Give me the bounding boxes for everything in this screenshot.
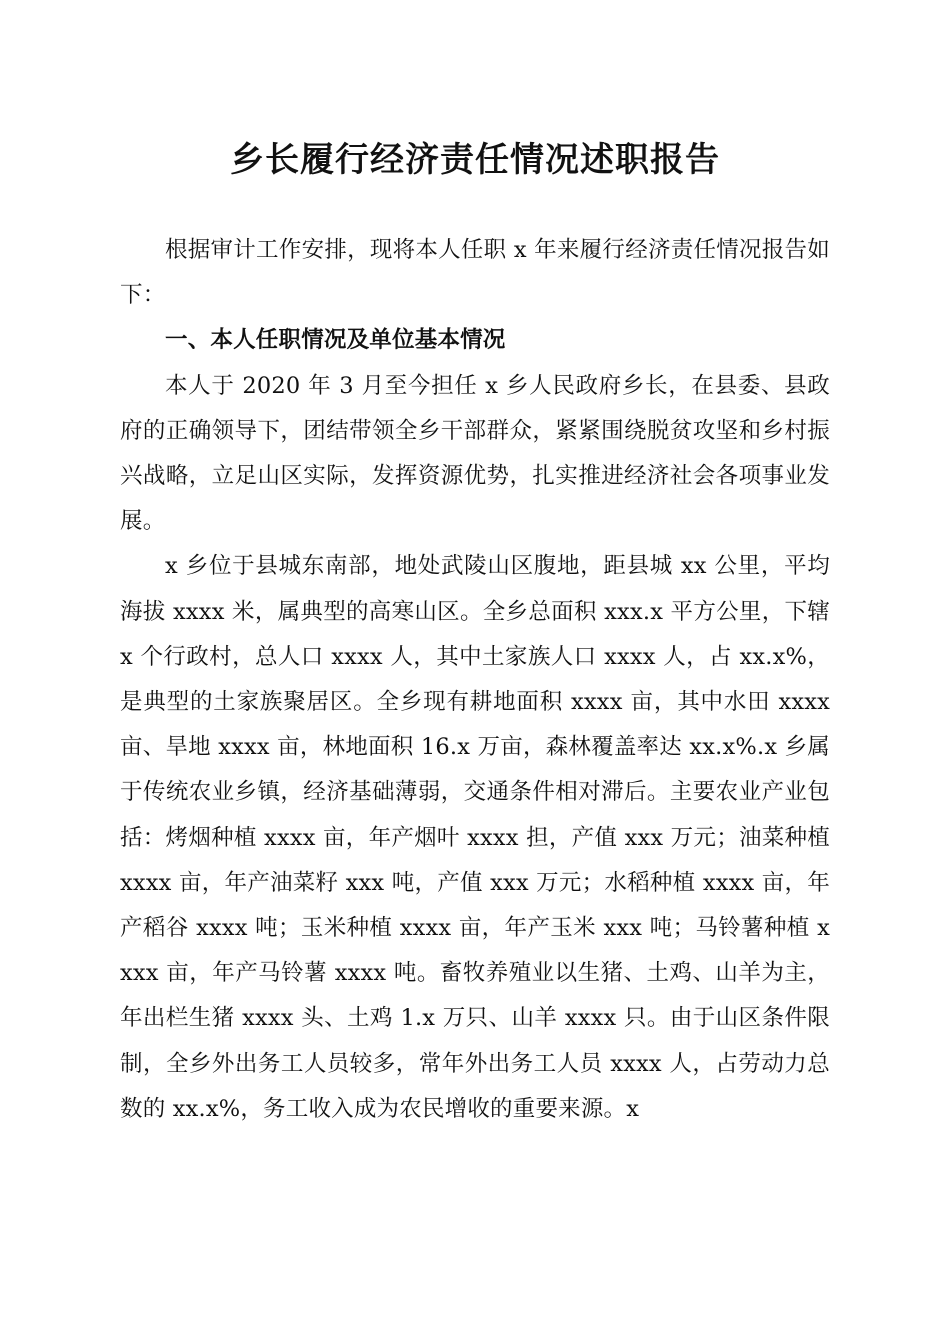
paragraph-tenure: 本人于 2020 年 3 月至今担任 x 乡人民政府乡长，在县委、县政府的正确领导下，团结带领全乡干部群众，紧紧围绕脱贫攻坚和乡村振兴战略，立足山区实际，发挥资源优势，扎实推进经济社会各项事业发展。 xyxy=(120,372,830,535)
intro-paragraph: 根据审计工作安排，现将本人任职 x 年来履行经济责任情况报告如下： xyxy=(120,237,830,309)
document-title: 乡长履行经济责任情况述职报告 xyxy=(230,140,720,180)
document-body xyxy=(120,228,830,1132)
paragraph-township-overview: x 乡位于县城东南部，地处武陵山区腹地，距县城 xx 公里，平均海拔 xxxx 米，属典型的高寒山区。全乡总面积 xxx.x 平方公里，下辖 x 个行政村，总人口 xxxx 人，其中土家族人口 xxxx 人，占 xx.x%，是典型的土家族聚居区。全乡现有耕地面积 xxxx 亩，其中水田 xxxx 亩、旱地 xxxx 亩，林地面积 16.x 万亩，森林覆盖率达 xx.x%.x 乡属于传统农业乡镇，经济基础薄弱，交通条件相对滞后。主要农业产业包括：烤烟种植 xxxx 亩，年产烟叶 xxxx 担，产值 xxx 万元；油菜种植 xxxx 亩，年产油菜籽 xxx 吨，产值 xxx 万元；水稻种植 xxxx 亩，年产稻谷 xxxx 吨；玉米种植 xxxx 亩，年产玉米 xxx 吨；马铃薯种植 xxxx 亩，年产马铃薯 xxxx 吨。畜牧养殖业以生猪、土鸡、山羊为主，年出栏生猪 xxxx 头、土鸡 1.x 万只、山羊 xxxx 只。由于山区条件限制，全乡外出务工人员较多，常年外出务工人员 xxxx 人，占劳动力总数的 xx.x%，务工收入成为农民增收的重要来源。x xyxy=(120,553,830,1122)
section-heading-1: 一、本人任职情况及单位基本情况 xyxy=(165,327,506,354)
